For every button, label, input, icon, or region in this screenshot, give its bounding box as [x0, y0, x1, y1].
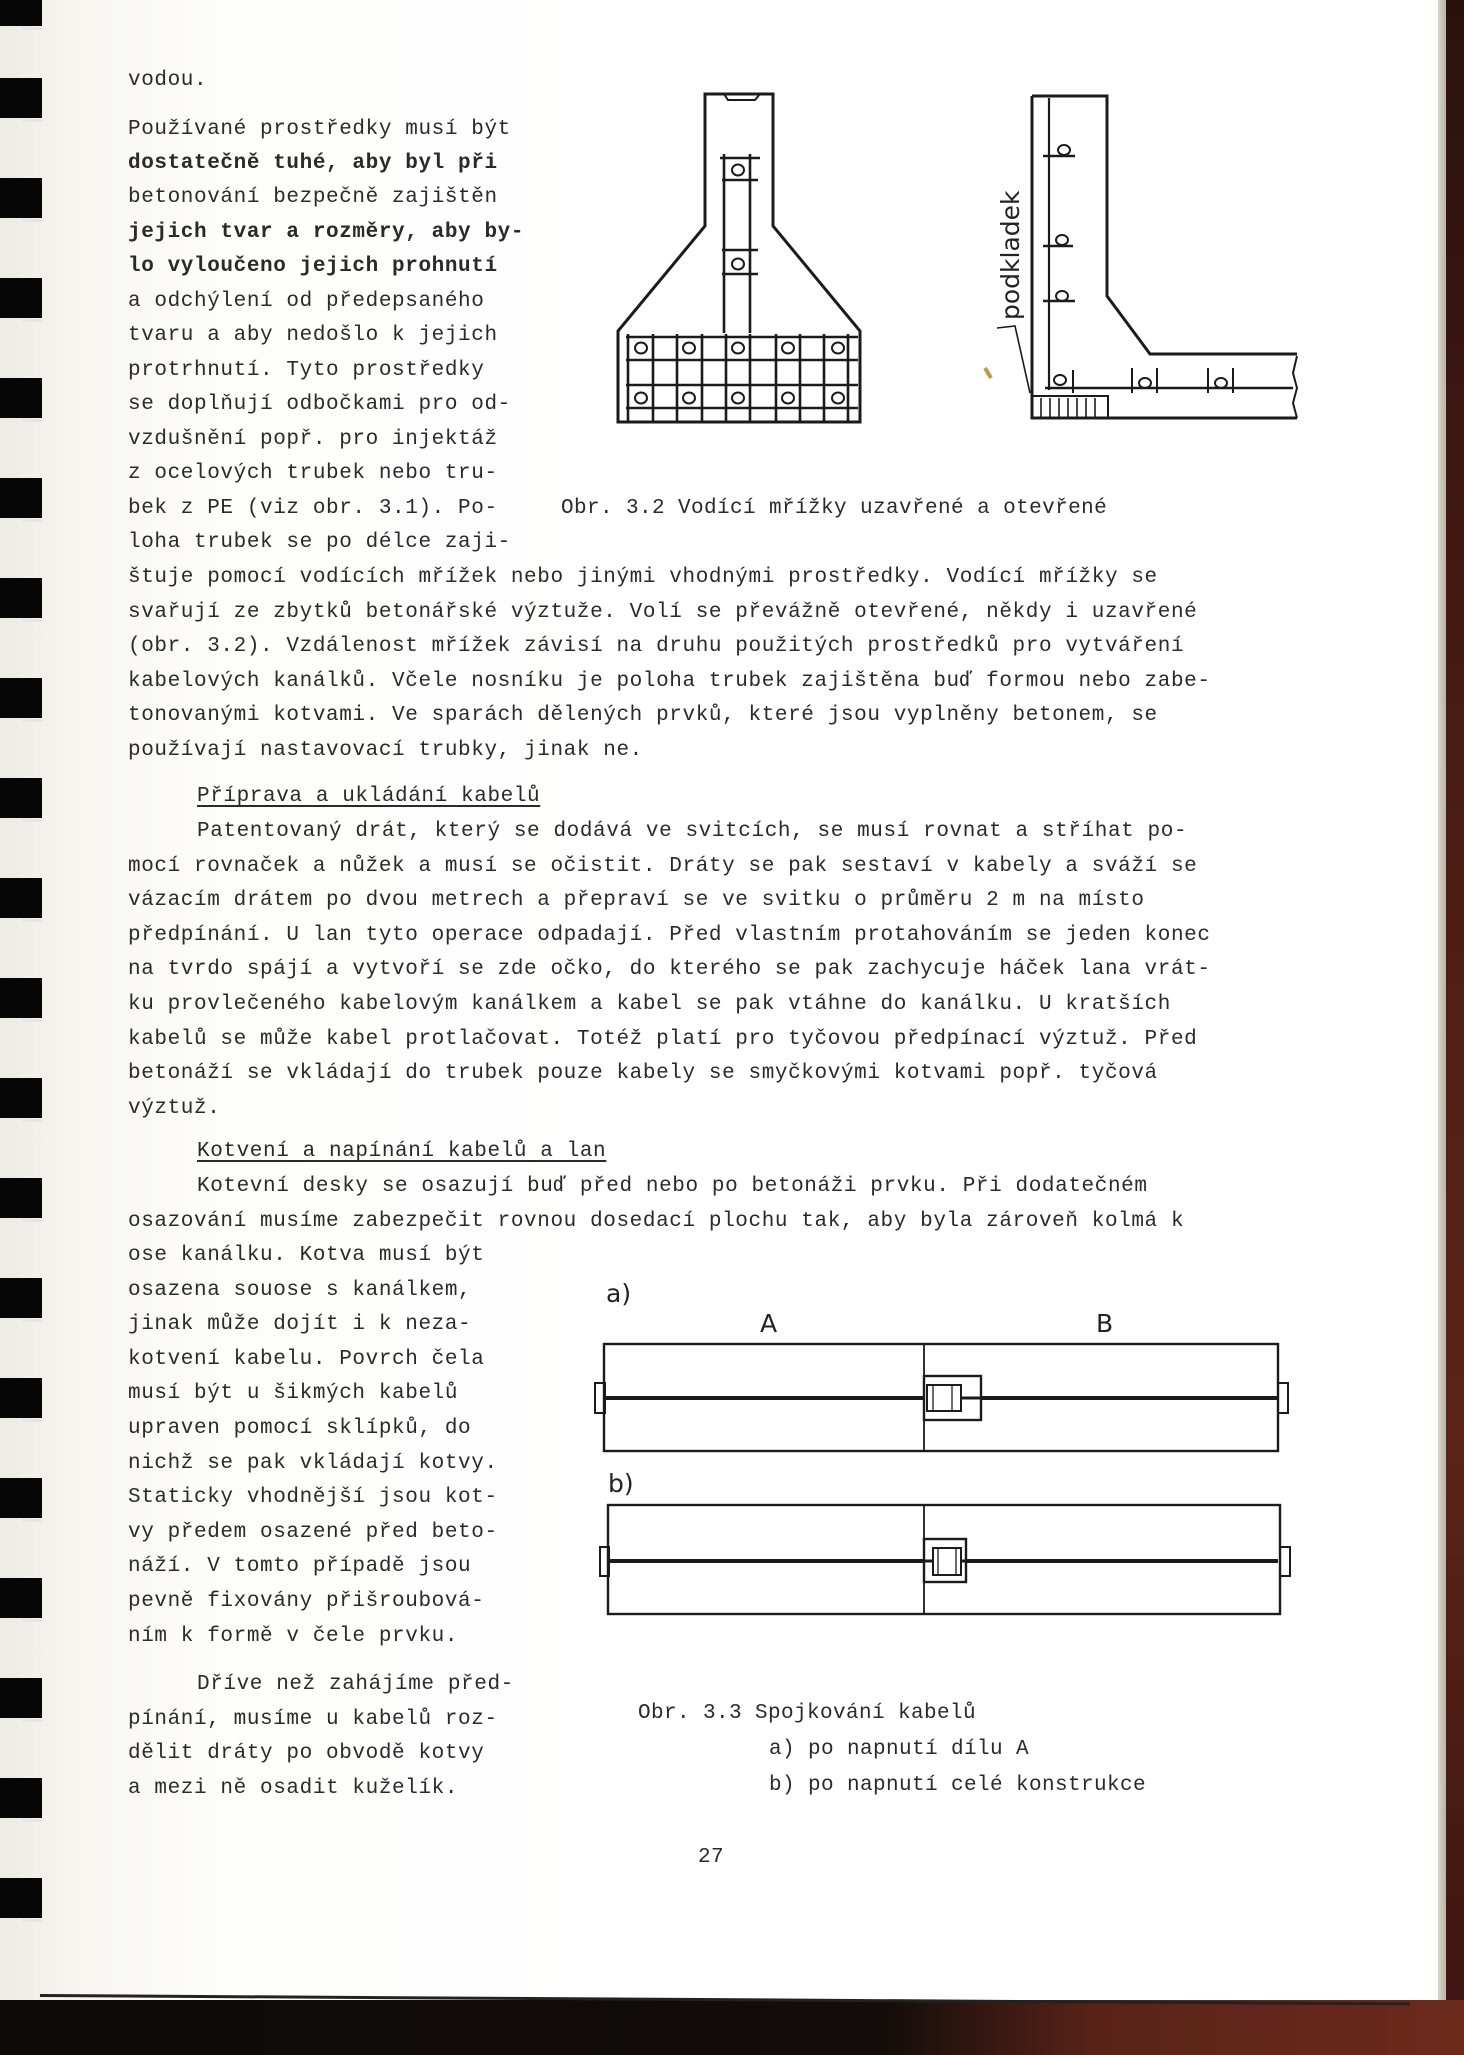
duct-tube — [635, 343, 647, 354]
text-line: upraven pomocí sklípků, do — [128, 1417, 472, 1440]
diagram-a — [595, 1344, 1288, 1451]
binding-hole — [0, 0, 42, 26]
table-background-bottom — [0, 2000, 1464, 2055]
binding-hole — [0, 778, 42, 818]
binding-hole — [0, 678, 42, 718]
duct-tube — [635, 393, 647, 404]
fig-label-part-a: A — [760, 1309, 778, 1338]
page-edge — [1438, 0, 1446, 2000]
binding-hole — [0, 1278, 42, 1318]
text-line: z ocelových trubek nebo tru- — [128, 462, 498, 485]
page-number: 27 — [698, 1846, 725, 1869]
fig-label-part-b: B — [1096, 1309, 1114, 1338]
text-line: kotvení kabelu. Povrch čela — [128, 1347, 485, 1371]
binding-hole — [0, 1178, 42, 1218]
section-heading-kotveni: Kotvení a napínání kabelů a lan — [197, 1140, 607, 1163]
text-line: protrhnutí. Tyto prostředky — [128, 359, 485, 382]
text-line: jinak může dojít i k neza- — [128, 1313, 472, 1337]
text-line: Kotevní desky se osazují buď před nebo po betonáži prvku. Při dodatečném — [197, 1175, 1148, 1198]
duct-tube — [782, 343, 794, 354]
text-line: jejich tvar a rozměry, aby by- — [128, 221, 525, 244]
text-line: bek z PE (viz obr. 3.1). Po- — [128, 497, 498, 520]
binding-hole — [0, 78, 42, 118]
binding-hole — [0, 1578, 42, 1618]
text-line: vodou. — [128, 69, 208, 92]
figure-3-2-open-grid — [996, 88, 1325, 428]
text-line: se doplňují odbočkami pro od- — [128, 393, 511, 416]
text-line: ose kanálku. Kotva musí být — [128, 1244, 485, 1267]
binding-hole — [0, 1678, 42, 1718]
text-line: štuje pomocí vodících mřížek nebo jinými vhodnými prostředky. Vodící mřížky se — [128, 566, 1158, 589]
figure-3-3-caption-b: b) po napnutí celé konstrukce — [769, 1774, 1147, 1797]
text-line: betonování bezpečně zajištěn — [128, 186, 498, 209]
text-line: ním k formě v čele prvku. — [128, 1624, 459, 1648]
duct-tube — [683, 343, 695, 354]
text-line: ku provlečeného kabelovým kanálkem a kabel se pak vtáhne do kanálku. U kratších — [128, 993, 1171, 1016]
duct-tube — [832, 393, 844, 404]
binding-hole — [0, 878, 42, 918]
text-line: loha trubek se po délce zaji- — [128, 531, 511, 554]
text-line: osazování musíme zabezpečit rovnou dosedací plochu tak, aby byla zároveň kolmá k — [128, 1209, 1185, 1233]
fig-label-b: b) — [608, 1469, 634, 1498]
text-line: Dříve než zahájíme před- — [197, 1673, 514, 1696]
binding-hole — [0, 378, 42, 418]
fig-label-a: a) — [606, 1279, 632, 1308]
text-line: lo vyloučeno jejich prohnutí — [128, 255, 498, 278]
binding-hole — [0, 1078, 42, 1118]
text-line: dostatečně tuhé, aby byl při — [128, 152, 498, 175]
binding-hole — [0, 478, 42, 518]
binding-hole — [0, 278, 42, 318]
text-line: pevně fixovány přišroubová- — [128, 1590, 485, 1613]
duct-tube — [683, 393, 695, 404]
figure-3-2-closed-grid — [610, 88, 870, 428]
binding-hole — [0, 178, 42, 218]
figure-3-3-caption-a: a) po napnutí dílu A — [769, 1738, 1030, 1761]
text-line: dělit dráty po obvodě kotvy — [128, 1742, 485, 1766]
text-line: pínání, musíme u kabelů roz- — [128, 1707, 498, 1731]
label-podkladek: podkladek — [996, 190, 1025, 320]
text-line: (obr. 3.2). Vzdálenost mřížek závisí na druhu použitých prostředků pro vytváření — [128, 635, 1185, 659]
text-line: a mezi ně osadit kuželík. — [128, 1776, 459, 1800]
binding-hole — [0, 1778, 42, 1818]
text-line: osazena souose s kanálkem, — [128, 1278, 472, 1302]
duct-tube — [732, 259, 744, 270]
text-line: výztuž. — [128, 1096, 221, 1120]
text-line: na tvrdo spájí a vytvoří se zde očko, do kterého se pak zachycuje háček lana vrát- — [128, 958, 1211, 982]
binding-hole — [0, 1878, 42, 1918]
text-line: Patentovaný drát, který se dodává ve svitcích, se musí rovnat a stříhat po- — [197, 820, 1188, 843]
text-line: Používané prostředky musí být — [128, 118, 511, 141]
figure-3-3-cable-coupling — [588, 1272, 1288, 1632]
duct-tube — [732, 343, 744, 354]
text-line: vázacím drátem po dvou metrech a přepraví se ve svitku o průměru 2 m na místo — [128, 889, 1145, 913]
text-line: betonáží se vkládají do trubek pouze kabely se smyčkovými kotvami popř. tyčová — [128, 1062, 1158, 1086]
text-line: náží. V tomto případě jsou — [128, 1555, 472, 1579]
duct-tube — [732, 165, 744, 176]
binding-hole — [0, 1478, 42, 1518]
table-background — [1446, 0, 1464, 2055]
text-line: používají nastavovací trubky, jinak ne. — [128, 739, 643, 762]
text-line: a odchýlení od předepsaného — [128, 290, 485, 313]
text-line: tvaru a aby nedošlo k jejich — [128, 324, 498, 347]
binding-hole — [0, 978, 42, 1018]
text-line: musí být u šikmých kabelů — [128, 1382, 459, 1406]
binding-hole — [0, 1378, 42, 1418]
text-line: kabelových kanálků. Včele nosníku je poloha trubek zajištěna buď formou nebo zabe- — [128, 669, 1211, 693]
text-line: nichž se pak vkládají kotvy. — [128, 1451, 498, 1475]
text-line: Staticky vhodnější jsou kot- — [128, 1486, 498, 1510]
spiral-binding — [0, 0, 44, 2000]
text-line: vzdušnění popř. pro injektáž — [128, 428, 498, 451]
text-line: svařují ze zbytků betonářské výztuže. Volí se převážně otevřené, někdy i uzavřené — [128, 600, 1198, 624]
beam-outline-open — [1032, 96, 1297, 418]
text-line: předpínání. U lan tyto operace odpadají. Před vlastním protahováním se jeden konec — [128, 923, 1211, 947]
diagram-b — [600, 1505, 1290, 1614]
figure-3-2-caption: Obr. 3.2 Vodící mřížky uzavřené a otevřené — [561, 497, 1108, 520]
text-line: mocí rovnaček a nůžek a musí se očistit. Dráty se pak sestaví v kabely a sváží se — [128, 854, 1198, 878]
figure-3-3-caption: Obr. 3.3 Spojkování kabelů — [638, 1702, 977, 1725]
text-line: tonovanými kotvami. Ve sparách dělených prvků, které jsou vyplněny betonem, se — [128, 704, 1158, 728]
text-line: kabelů se může kabel protlačovat. Totéž platí pro tyčovou předpínací výztuž. Před — [128, 1027, 1198, 1051]
duct-tube — [782, 393, 794, 404]
duct-tube — [732, 393, 744, 404]
section-heading-priprava: Příprava a ukládání kabelů — [197, 785, 541, 808]
duct-tube — [832, 343, 844, 354]
text-line: vy předem osazené před beto- — [128, 1520, 498, 1544]
binding-hole — [0, 578, 42, 618]
